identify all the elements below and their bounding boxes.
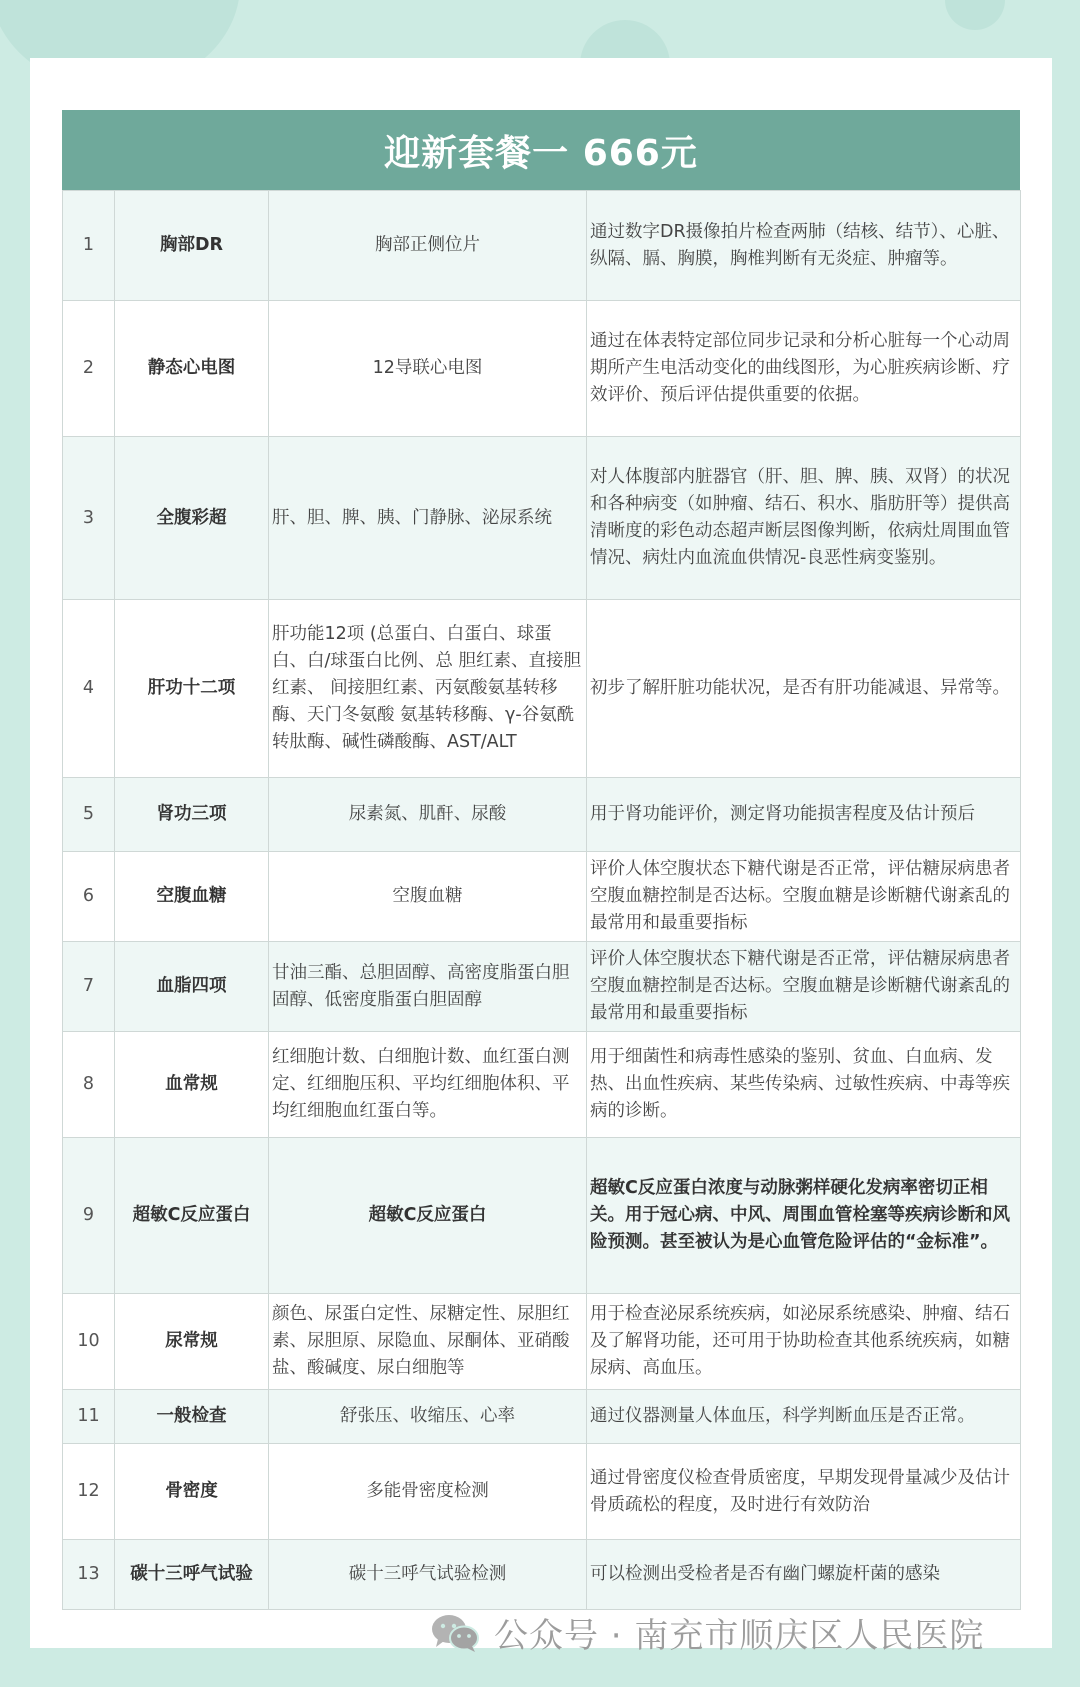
row-number: 11 bbox=[63, 1390, 115, 1444]
table-row bbox=[63, 778, 1021, 852]
exam-name: 血常规 bbox=[115, 1032, 269, 1138]
row-number: 13 bbox=[63, 1540, 115, 1610]
exam-name: 肾功三项 bbox=[115, 778, 269, 852]
items-table bbox=[62, 190, 1021, 1610]
exam-description: 超敏C反应蛋白浓度与动脉粥样硬化发病率密切正相关。用于冠心病、中风、周围血管栓塞等疾病诊断和风险预测。甚至被认为是心血管危险评估的“金标准”。 bbox=[587, 1138, 1021, 1294]
exam-description: 通过骨密度仪检查骨质密度，早期发现骨量减少及估计骨质疏松的程度，及时进行有效防治 bbox=[587, 1444, 1021, 1540]
exam-items: 甘油三酯、总胆固醇、高密度脂蛋白胆固醇、低密度脂蛋白胆固醇 bbox=[269, 942, 587, 1032]
exam-description: 可以检测出受检者是否有幽门螺旋杆菌的感染 bbox=[587, 1540, 1021, 1610]
exam-items: 舒张压、收缩压、心率 bbox=[269, 1390, 587, 1444]
exam-description: 用于肾功能评价，测定肾功能损害程度及估计预后 bbox=[587, 778, 1021, 852]
row-number: 4 bbox=[63, 600, 115, 778]
row-number: 9 bbox=[63, 1138, 115, 1294]
exam-name: 骨密度 bbox=[115, 1444, 269, 1540]
exam-description: 通过仪器测量人体血压，科学判断血压是否正常。 bbox=[587, 1390, 1021, 1444]
exam-name: 超敏C反应蛋白 bbox=[115, 1138, 269, 1294]
exam-description: 初步了解肝脏功能状况，是否有肝功能减退、异常等。 bbox=[587, 600, 1021, 778]
exam-name: 尿常规 bbox=[115, 1294, 269, 1390]
row-number: 1 bbox=[63, 191, 115, 301]
exam-description: 评价人体空腹状态下糖代谢是否正常，评估糖尿病患者空腹血糖控制是否达标。空腹血糖是诊断糖代谢紊乱的最常用和最重要指标 bbox=[587, 852, 1021, 942]
watermark bbox=[430, 1608, 984, 1657]
exam-name: 空腹血糖 bbox=[115, 852, 269, 942]
exam-description: 评价人体空腹状态下糖代谢是否正常，评估糖尿病患者空腹血糖控制是否达标。空腹血糖是诊断糖代谢紊乱的最常用和最重要指标 bbox=[587, 942, 1021, 1032]
table-row bbox=[63, 191, 1021, 301]
decorative-circle bbox=[945, 0, 1005, 30]
exam-name: 碳十三呼气试验 bbox=[115, 1540, 269, 1610]
row-number: 3 bbox=[63, 437, 115, 600]
exam-description: 用于检查泌尿系统疾病，如泌尿系统感染、肿瘤、结石及了解肾功能，还可用于协助检查其他系统疾病，如糖尿病、高血压。 bbox=[587, 1294, 1021, 1390]
package-title: 迎新套餐一 666元 bbox=[62, 110, 1020, 190]
table-row bbox=[63, 1444, 1021, 1540]
row-number: 5 bbox=[63, 778, 115, 852]
package-card bbox=[30, 58, 1052, 1648]
exam-name: 静态心电图 bbox=[115, 301, 269, 437]
exam-items: 超敏C反应蛋白 bbox=[269, 1138, 587, 1294]
table-row bbox=[63, 852, 1021, 942]
table-row bbox=[63, 600, 1021, 778]
table-row bbox=[63, 1138, 1021, 1294]
row-number: 2 bbox=[63, 301, 115, 437]
exam-description: 通过数字DR摄像拍片检查两肺（结核、结节）、心脏、纵隔、膈、胸膜，胸椎判断有无炎症、肿瘤等。 bbox=[587, 191, 1021, 301]
row-number: 8 bbox=[63, 1032, 115, 1138]
row-number: 6 bbox=[63, 852, 115, 942]
exam-items: 红细胞计数、白细胞计数、血红蛋白测定、红细胞压积、平均红细胞体积、平均红细胞血红蛋白等。 bbox=[269, 1032, 587, 1138]
exam-description: 对人体腹部内脏器官（肝、胆、脾、胰、双肾）的状况和各种病变（如肿瘤、结石、积水、脂肪肝等）提供高清晰度的彩色动态超声断层图像判断，依病灶周围血管情况、病灶内血流血供情况-良恶性病变鉴别。 bbox=[587, 437, 1021, 600]
exam-description: 用于细菌性和病毒性感染的鉴别、贫血、白血病、发热、出血性疾病、某些传染病、过敏性疾病、中毒等疾病的诊断。 bbox=[587, 1032, 1021, 1138]
exam-items: 碳十三呼气试验检测 bbox=[269, 1540, 587, 1610]
table-row bbox=[63, 1032, 1021, 1138]
exam-name: 血脂四项 bbox=[115, 942, 269, 1032]
exam-items: 空腹血糖 bbox=[269, 852, 587, 942]
row-number: 7 bbox=[63, 942, 115, 1032]
row-number: 10 bbox=[63, 1294, 115, 1390]
exam-name: 胸部DR bbox=[115, 191, 269, 301]
exam-items: 尿素氮、肌酐、尿酸 bbox=[269, 778, 587, 852]
package-table bbox=[62, 110, 1020, 1610]
table-row bbox=[63, 301, 1021, 437]
wechat-icon bbox=[430, 1613, 480, 1653]
exam-items: 肝功能12项 (总蛋白、白蛋白、球蛋白、白/球蛋白比例、总 胆红素、直接胆红素、 间接胆红素、丙氨酸氨基转移酶、天门冬氨酸 氨基转移酶、γ-谷氨酰 转肽酶、碱性磷酸酶、AST/ALT bbox=[269, 600, 587, 778]
exam-name: 全腹彩超 bbox=[115, 437, 269, 600]
exam-name: 一般检查 bbox=[115, 1390, 269, 1444]
exam-items: 12导联心电图 bbox=[269, 301, 587, 437]
exam-items: 肝、胆、脾、胰、门静脉、泌尿系统 bbox=[269, 437, 587, 600]
exam-items: 多能骨密度检测 bbox=[269, 1444, 587, 1540]
table-row bbox=[63, 942, 1021, 1032]
table-row bbox=[63, 1390, 1021, 1444]
table-row bbox=[63, 1540, 1021, 1610]
exam-description: 通过在体表特定部位同步记录和分析心脏每一个心动周期所产生电活动变化的曲线图形，为心脏疾病诊断、疗效评价、预后评估提供重要的依据。 bbox=[587, 301, 1021, 437]
row-number: 12 bbox=[63, 1444, 115, 1540]
watermark-text: 公众号 · 南充市顺庆区人民医院 bbox=[494, 1616, 985, 1656]
table-row bbox=[63, 1294, 1021, 1390]
exam-items: 胸部正侧位片 bbox=[269, 191, 587, 301]
table-row bbox=[63, 437, 1021, 600]
exam-name: 肝功十二项 bbox=[115, 600, 269, 778]
exam-items: 颜色、尿蛋白定性、尿糖定性、尿胆红素、尿胆原、尿隐血、尿酮体、亚硝酸盐、酸碱度、尿白细胞等 bbox=[269, 1294, 587, 1390]
